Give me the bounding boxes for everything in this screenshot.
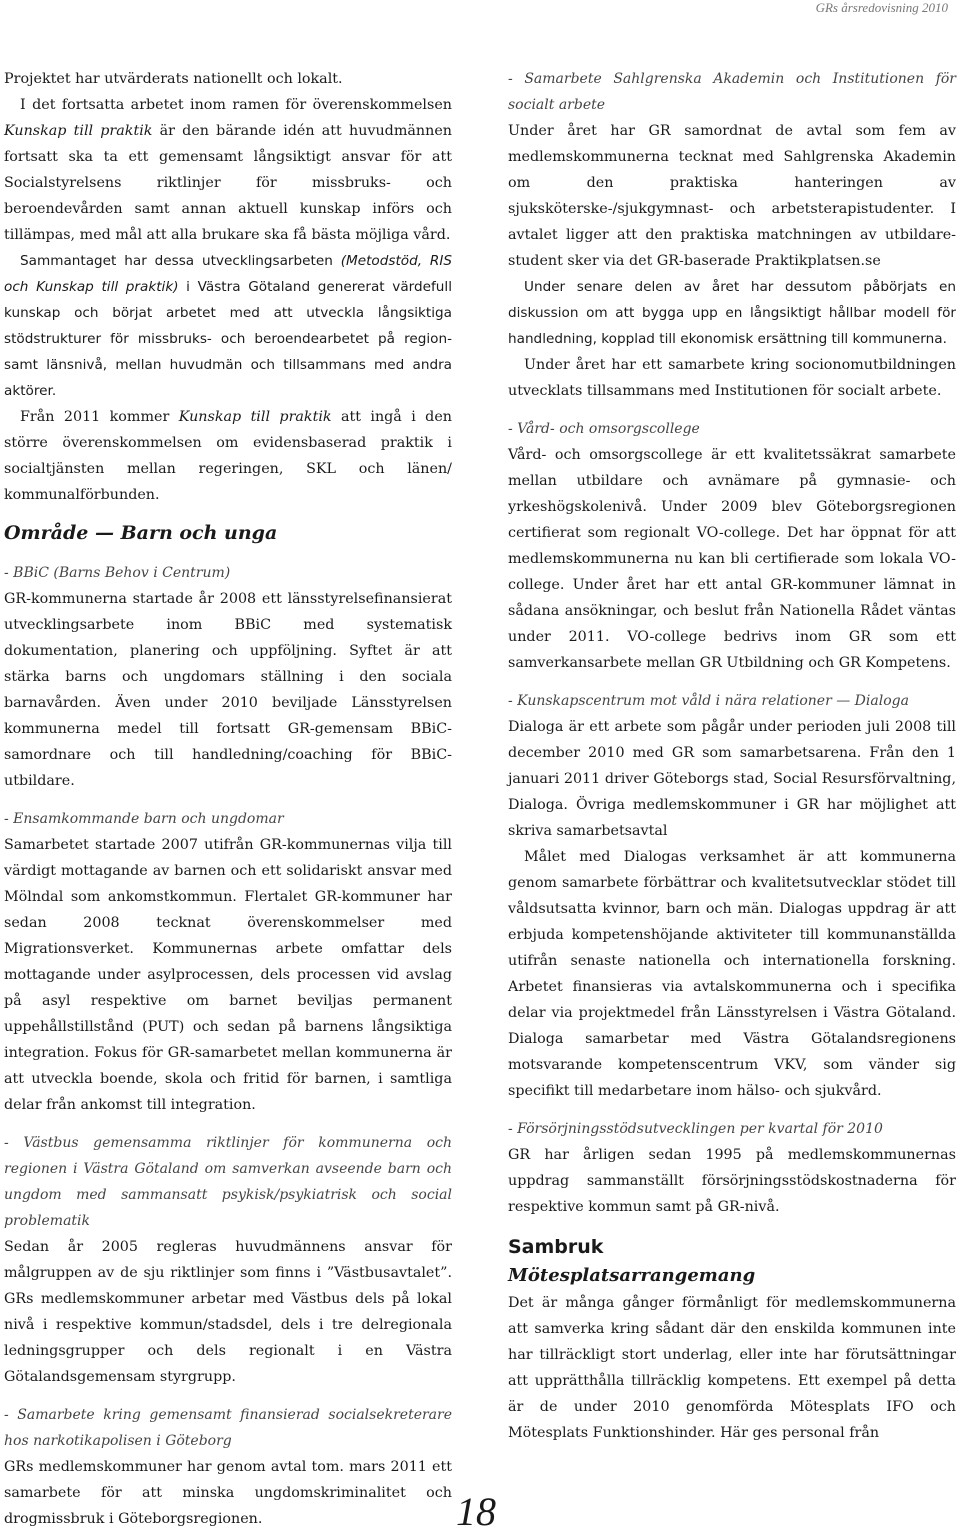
paragraph — [4, 248, 452, 404]
emphasis: Kunskap till praktik — [178, 409, 332, 425]
paragraph: GR-kommunerna startade år 2008 ett länsstyrelsefinansierat utvecklingsarbete inom BBiC med systematisk dokumentation, planering och uppföljning. Syftet är att stärka barns och ungdomars ställning i den sociala barnavården. Även under 2010 beviljade Länsstyrelsen kommunerna medel till fortsatt GR-gemensam BBiC-samordnare och till handledning/coaching för BBiC-utbildare. — [4, 591, 452, 789]
text: i Västra Götaland genererat värdefull kunskap och börjat arbetet med att utveckla långsiktiga stödstrukturer för missbruks- och beroendearbetet på region- samt länsnivå, mellan huvudmän och tillsammans med andra aktörer. — [4, 279, 452, 399]
paragraph: GR har årligen sedan 1995 på medlemskommunernas uppdrag sammanställt försörjningsstödskostnaderna för respektive kommun samt på GR-nivå. — [508, 1147, 956, 1215]
subheading: - Samarbete Sahlgrenska Akademin och Institutionen för socialt arbete — [508, 71, 956, 113]
subsection-heading: Mötesplatsarrangemang — [508, 1265, 756, 1286]
section-heading: Sambruk — [508, 1236, 604, 1258]
paragraph: Sedan år 2005 regleras huvudmännens ansvar för målgruppen av de sju riktlinjer som finns i ”Västbusavtalet”. GRs medlemskommuner arbetar med Västbus dels på lokal nivå i respektive kommun/stadsdel, dels i tre delregionala ledningsgrupper och dels regionalt i en Västra Götalandsgemensam styrgrupp. — [4, 1239, 452, 1385]
subheading: - Ensamkommande barn och ungdomar — [4, 811, 284, 827]
subheading: - Samarbete kring gemensamt finansierad socialsekreterare hos narkotikapolisen i Göteborg — [4, 1407, 452, 1449]
paragraph: Projektet har utvärderats nationellt och lokalt. — [4, 71, 343, 87]
paragraph — [4, 404, 452, 508]
page-number: 18 — [456, 1489, 496, 1534]
paragraph: Under senare delen av året har dessutom påbörjats en diskussion om att bygga upp en långsiktigt hållbar modell för handledning, kopplad till ekonomisk ersättning till kommunerna. — [508, 279, 956, 347]
right-column — [508, 66, 956, 1446]
paragraph: GRs medlemskommuner har genom avtal tom. mars 2011 ett samarbete för att minska ungdomskriminalitet och drogmissbruk i Göteborgsregionen. — [4, 1459, 452, 1527]
paragraph: Målet med Dialogas verksamhet är att kommunerna genom samarbete förbättrar och kvalitetsutvecklar stödet till våldsutsatta kvinnor, barn och män. Dialogas uppdrag är att erbjuda kompetenshöjande aktiviteter till kommunanställda utifrån senaste nationella och internationella forskning. Arbetet finansieras via avtalskommunerna och i specifika delar via projektmedel från Länsstyrelsen i Västra Götaland. Dialoga samarbetar med Västra Götalandsregionens motsvarande kompetenscentrum VKV, som vänder sig specifikt till medarbetare inom hälso- och sjukvård. — [508, 849, 956, 1099]
text: är den bärande idén att huvudmännen fortsatt ska ta ett gemensamt långsiktigt ansvar för att Socialstyrelsens riktlinjer för missbruks- och beroendevården samt annan aktuell kunskap införs och tillämpas, med mål att alla brukare ska få bästa möjliga vård. — [4, 123, 452, 243]
left-column — [4, 66, 452, 1532]
paragraph: Vård- och omsorgscollege är ett kvalitetssäkrat samarbete mellan utbildare och avnämare på gymnasie- och yrkeshögskolenivå. Under 2009 blev Göteborgsregionen certifierat som regionalt VO-college. Det har öppnat för att medlemskommunerna nu kan bli certifierade som lokala VO-college. Under året har ett antal GR-kommuner lämnat in sådana ansökningar, och beslut från Nationella Rådet väntas under 2011. VO-college bedrivs inom GR som ett samverkansarbete mellan GR Utbildning och GR Kompetens. — [508, 447, 956, 671]
subheading: - Kunskapscentrum mot våld i nära relationer — Dialoga — [508, 693, 909, 709]
paragraph: Samarbetet startade 2007 utifrån GR-kommunernas vilja till värdigt mottagande av barnen och ett solidariskt ansvar med Mölndal som ankomstkommun. Flertalet GR-kommuner har sedan 2008 tecknat överenskommelser med Migrationsverket. Kommunernas arbete omfattar dels mottagande under asylprocessen, dels processen vid avslag på asyl respektive om barnet beviljas permanent uppehållstillstånd (PUT) och sedan på barnens långsiktiga integration. Fokus för GR-samarbetet mellan kommunerna är att utveckla boende, skola och fritid för barnen, i samtliga delar från ankomst till integration. — [4, 837, 452, 1113]
paragraph: Under året har ett samarbete kring socionomutbildningen utvecklats tillsammans med Institutionen för socialt arbete. — [508, 357, 956, 399]
subheading: - Västbus gemensamma riktlinjer för kommunerna och regionen i Västra Götaland om samverkan avseende barn och ungdom med sammansatt psykisk/psykiatrisk och social problematik — [4, 1135, 452, 1229]
text: I det fortsatta arbetet inom ramen för överenskommelsen — [20, 97, 452, 113]
emphasis: Kunskap till praktik — [4, 123, 153, 139]
paragraph: Det är många gånger förmånligt för medlemskommunerna att samverka kring sådant där den enskilda kommunen inte har tillräckligt stort underlag, eller inte har förutsättningar att upprätthålla tillräcklig kompetens. Ett exempel på detta är de under 2010 genomförda Mötesplats IFO och Mötesplats Funktionshinder. Här ges personal från — [508, 1295, 956, 1441]
running-header: GRs årsredovisning 2010 — [815, 0, 948, 15]
paragraph — [4, 92, 452, 248]
paragraph: Under året har GR samordnat de avtal som fem av medlemskommunerna tecknat med Sahlgrenska Akademin om den praktiska hanteringen av sjuksköterske-/sjukgymnast- och arbetsterapistudenter. I avtalet ligger att den praktiska matchningen av utbildare-student sker via det GR-baserade Praktikplatsen.se — [508, 123, 956, 269]
emphasis: (Metodstöd, RIS och Kunskap till praktik) — [4, 253, 452, 295]
subheading: - Vård- och omsorgscollege — [508, 421, 700, 437]
subheading: - BBiC (Barns Behov i Centrum) — [4, 565, 231, 581]
subheading: - Försörjningsstödsutvecklingen per kvartal för 2010 — [508, 1121, 883, 1137]
text: Sammantaget har dessa utvecklingsarbeten — [20, 253, 341, 269]
text: Från 2011 kommer — [20, 409, 179, 425]
paragraph: Dialoga är ett arbete som pågår under perioden juli 2008 till december 2010 med GR som samarbetsarena. Från den 1 januari 2011 driver Göteborgs stad, Social Resursförvaltning, Dialoga. Övriga medlemskommuner i GR har möjlighet att skriva samarbetsavtal — [508, 719, 956, 839]
section-heading: Område — Barn och unga — [4, 522, 278, 544]
text: att ingå i den större överenskommelsen om evidensbaserad praktik i socialtjänsten mellan regeringen, SKL och länen/ kommunalförbunden. — [4, 409, 452, 503]
